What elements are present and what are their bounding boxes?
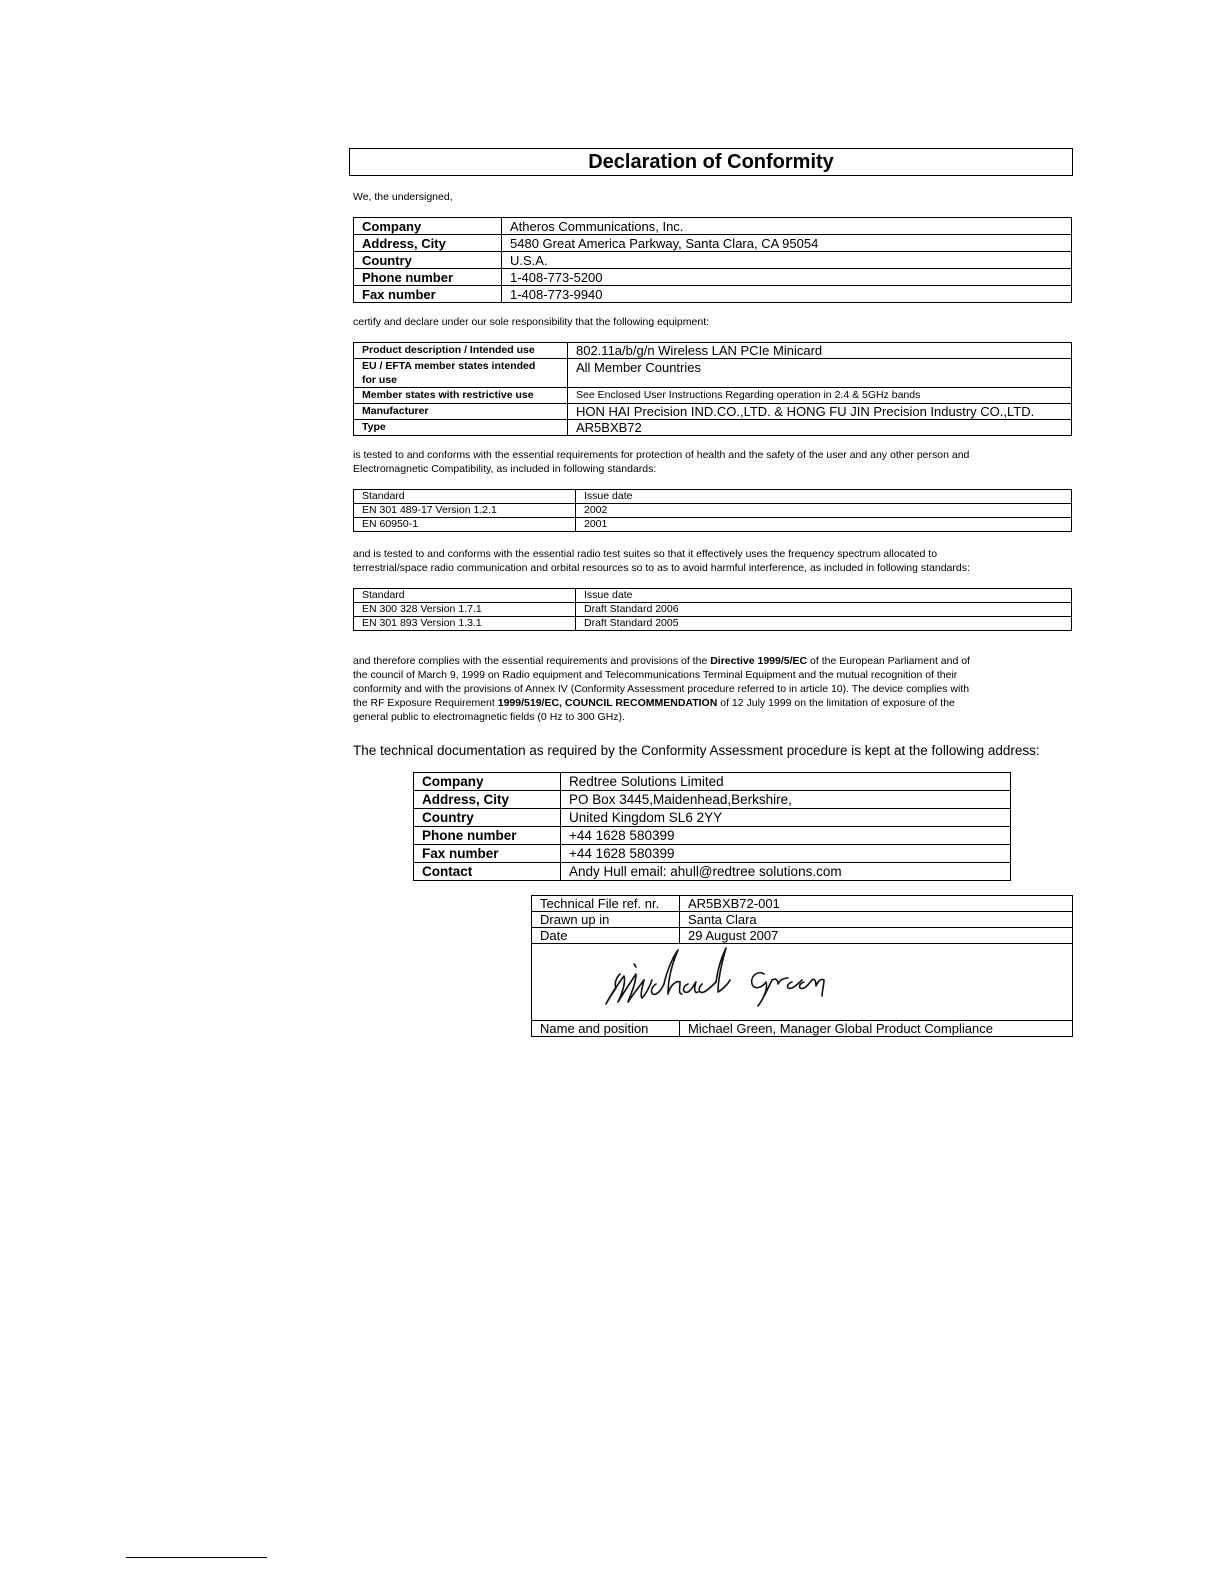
country-label: Country xyxy=(354,252,502,269)
table-row xyxy=(414,845,1011,863)
table-row xyxy=(414,827,1011,845)
country-value: U.S.A. xyxy=(502,252,1072,269)
contact-label: Contact xyxy=(414,863,561,881)
product-info-table xyxy=(353,342,1072,436)
complies-text: general public to electromagnetic fields (0 Hz to 300 GHz). xyxy=(353,711,625,723)
company-info-table xyxy=(353,217,1072,303)
standard-cell: EN 301 489-17 Version 1.2.1 xyxy=(354,504,576,518)
radio-paragraph xyxy=(353,547,1068,575)
restrictive-use-value: See Enclosed User Instructions Regarding operation in 2.4 & 5GHz bands xyxy=(568,388,1072,404)
signature-cell xyxy=(532,944,1073,1021)
product-description-value: 802.11a/b/g/n Wireless LAN PCIe Minicard xyxy=(568,343,1072,359)
document-title: Declaration of Conformity xyxy=(349,148,1073,176)
file-ref-value: AR5BXB72-001 xyxy=(680,896,1073,912)
table-row xyxy=(354,617,1072,631)
member-states-label xyxy=(354,359,568,388)
radio-line-2: terrestrial/space radio communication and orbital resources so to as to avoid harmful interference, as included in following standards: xyxy=(353,562,970,574)
table-row xyxy=(414,863,1011,881)
company-value: Redtree Solutions Limited xyxy=(561,773,1011,791)
table-row xyxy=(354,343,1072,359)
complies-text: the RF Exposure Requirement xyxy=(353,697,498,709)
table-row xyxy=(354,252,1072,269)
phone-value: 1-408-773-5200 xyxy=(502,269,1072,286)
address-value: PO Box 3445,Maidenhead,Berkshire, xyxy=(561,791,1011,809)
standards-table-safety xyxy=(353,489,1072,532)
file-ref-label: Technical File ref. nr. xyxy=(532,896,680,912)
council-recommendation-ref: 1999/519/EC, COUNCIL RECOMMENDATION xyxy=(497,697,718,709)
table-row xyxy=(354,490,1072,504)
phone-label: Phone number xyxy=(414,827,561,845)
address-label: Address, City xyxy=(414,791,561,809)
table-row xyxy=(354,286,1072,303)
fax-label: Fax number xyxy=(414,845,561,863)
date-label: Date xyxy=(532,928,680,944)
manufacturer-label: Manufacturer xyxy=(354,404,568,420)
issue-date-cell: 2002 xyxy=(576,504,1072,518)
complies-paragraph xyxy=(353,654,1073,724)
standard-cell: EN 300 328 Version 1.7.1 xyxy=(354,603,576,617)
table-row xyxy=(354,269,1072,286)
certify-text: certify and declare under our sole responsibility that the following equipment: xyxy=(353,316,710,328)
issue-date-header: Issue date xyxy=(576,490,1072,504)
fax-value: 1-408-773-9940 xyxy=(502,286,1072,303)
table-row xyxy=(354,420,1072,436)
directive-ref: Directive 1999/5/EC xyxy=(710,655,808,667)
member-states-label-line2: for use xyxy=(362,374,398,386)
standard-cell: EN 301 893 Version 1.3.1 xyxy=(354,617,576,631)
product-description-label: Product description / Intended use xyxy=(354,343,568,359)
name-position-label: Name and position xyxy=(532,1021,680,1037)
footnote-divider xyxy=(126,1557,267,1558)
restrictive-use-label: Member states with restrictive use xyxy=(354,388,568,404)
issue-date-header: Issue date xyxy=(576,589,1072,603)
standard-header: Standard xyxy=(354,490,576,504)
country-value: United Kingdom SL6 2YY xyxy=(561,809,1011,827)
company-value: Atheros Communications, Inc. xyxy=(502,218,1072,235)
standard-header: Standard xyxy=(354,589,576,603)
complies-text: and therefore complies with the essential requirements and provisions of the xyxy=(353,655,711,667)
complies-text: conformity and with the provisions of Annex IV (Conformity Assessment procedure referred to in article 10). The device complies with xyxy=(353,683,970,695)
address-value: 5480 Great America Parkway, Santa Clara, CA 95054 xyxy=(502,235,1072,252)
name-position-value: Michael Green, Manager Global Product Compliance xyxy=(680,1021,1073,1037)
phone-label: Phone number xyxy=(354,269,502,286)
technical-file-table xyxy=(531,895,1073,1037)
tech-doc-text: The technical documentation as required by the Conformity Assessment procedure is kept at the following address: xyxy=(353,743,1040,758)
issue-date-cell: Draft Standard 2006 xyxy=(576,603,1072,617)
table-row xyxy=(354,359,1072,388)
drawn-up-value: Santa Clara xyxy=(680,912,1073,928)
fax-value: +44 1628 580399 xyxy=(561,845,1011,863)
table-row xyxy=(532,1021,1073,1037)
phone-value: +44 1628 580399 xyxy=(561,827,1011,845)
table-row xyxy=(414,791,1011,809)
member-states-value: All Member Countries xyxy=(568,359,1072,388)
signature-row xyxy=(532,944,1073,1021)
table-row xyxy=(532,928,1073,944)
fax-label: Fax number xyxy=(354,286,502,303)
table-row xyxy=(414,809,1011,827)
table-row xyxy=(354,404,1072,420)
company-label: Company xyxy=(414,773,561,791)
tech-doc-address-table xyxy=(413,772,1011,881)
complies-text: of the European Parliament and of xyxy=(807,655,970,667)
date-value: 29 August 2007 xyxy=(680,928,1073,944)
complies-text: of 12 July 1999 on the limitation of exposure of the xyxy=(717,697,955,709)
table-row xyxy=(354,235,1072,252)
type-label: Type xyxy=(354,420,568,436)
drawn-up-label: Drawn up in xyxy=(532,912,680,928)
table-row xyxy=(354,218,1072,235)
tested-line-2: Electromagnetic Compatibility, as included in following standards: xyxy=(353,463,657,475)
complies-text: the council of March 9, 1999 on Radio equipment and Telecommunications Terminal Equipment and the mutual recognition of their xyxy=(353,669,958,681)
table-row xyxy=(414,773,1011,791)
contact-value: Andy Hull email: ahull@redtree solutions.com xyxy=(561,863,1011,881)
table-row xyxy=(354,518,1072,532)
type-value: AR5BXB72 xyxy=(568,420,1072,436)
table-row xyxy=(532,912,1073,928)
member-states-label-line1: EU / EFTA member states intended xyxy=(362,360,536,372)
table-row xyxy=(354,504,1072,518)
radio-line-1: and is tested to and conforms with the essential radio test suites so that it effectively uses the frequency spectrum allocated to xyxy=(353,548,938,560)
table-row xyxy=(354,589,1072,603)
table-row xyxy=(354,388,1072,404)
signature-image xyxy=(532,944,1072,1020)
tested-line-1: is tested to and conforms with the essential requirements for protection of health and the safety of the user and any other person and xyxy=(353,449,970,461)
standards-table-radio xyxy=(353,588,1072,631)
issue-date-cell: Draft Standard 2005 xyxy=(576,617,1072,631)
table-row xyxy=(532,896,1073,912)
country-label: Country xyxy=(414,809,561,827)
table-row xyxy=(354,603,1072,617)
company-label: Company xyxy=(354,218,502,235)
manufacturer-value: HON HAI Precision IND.CO.,LTD. & HONG FU JIN Precision Industry CO.,LTD. xyxy=(568,404,1072,420)
intro-text: We, the undersigned, xyxy=(353,191,453,203)
issue-date-cell: 2001 xyxy=(576,518,1072,532)
tested-paragraph xyxy=(353,448,1068,476)
standard-cell: EN 60950-1 xyxy=(354,518,576,532)
address-label: Address, City xyxy=(354,235,502,252)
